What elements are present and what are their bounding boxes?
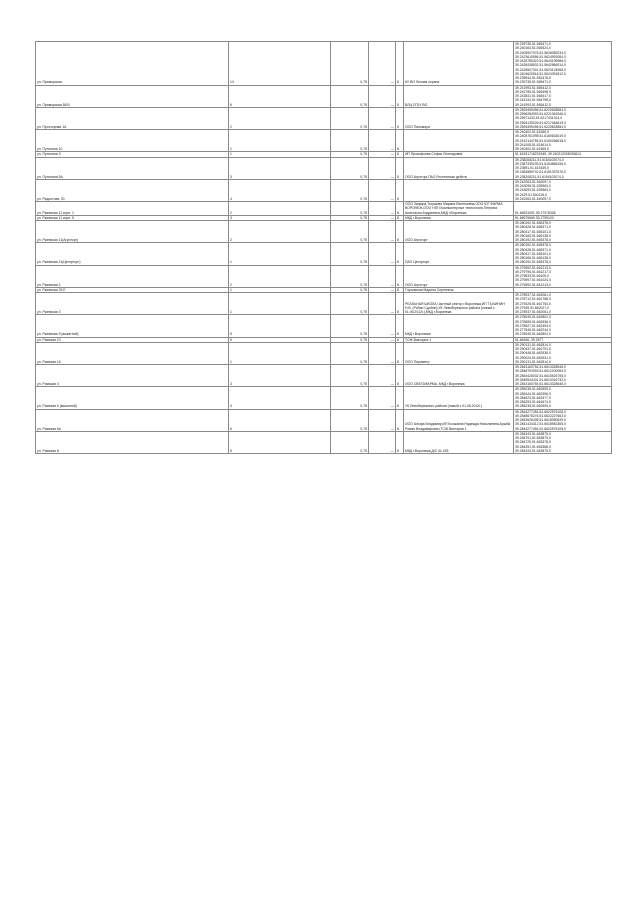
street-cell: ул. Ржевская 9 (выкатной) [36,315,229,337]
organization-cell: КУ ВО Лесная охрана [404,42,514,86]
dash-cell: — [369,42,396,86]
organization-cell: МКД г.Воронежа,Д/С № 183 [404,431,514,453]
volume-cell: 0,75 [331,315,369,337]
organization-cell: ПАО Центрторг [404,243,514,265]
count-cell: 3 [229,215,331,220]
street-cell: ул. Просторная 1А [36,107,229,129]
spreadsheet-table [35,41,612,454]
coordinates-cell: 39.240402,51.61565,0 39.2405761098,51.6160633019,0 39.2412144755,51.6160266618,0 39.241008,51.615614,0 39.240402,51.61565,0 [514,130,612,152]
number-cell: 8 [396,431,404,453]
number-cell: 8 [396,293,404,315]
organization-cell: ООО Пальмира [404,107,514,129]
count-cell: 6 [229,409,331,431]
street-cell: ул. Путилина 10 [36,130,229,152]
organization-cell: УК Левобережного района (новый с 01.06.2012г.) [404,387,514,409]
coordinates-cell: 39.2844277454,51.6622576108,0 39.2848676276,51.6622227663,0 39.2843526435,51.6618050649,0 39.2841434312,51.6618982365,0 39.2844277454,51.6622576108,0 [514,409,612,431]
table-row [36,265,612,287]
dash-cell: — [369,179,396,201]
volume-cell: 0,75 [331,365,369,387]
count-cell: 3 [229,387,331,409]
volume-cell: 0,75 [331,337,369,342]
street-cell: ул. Ржевская 25 Е [36,287,229,292]
organization-cell: РЕАЛЬНАЯ ШКОЛА,Частный сектор г.Воронежа,ИП ТЫЧИНИН Н.В. (Робин Сдобин),УК Левобережного района (новый с 01.06.2012г.),МКД г.Воронежа [404,293,514,315]
count-cell: 2 [229,265,331,287]
organization-cell [404,130,514,152]
dash-cell: — [369,85,396,107]
street-cell: ул. Ржевская 11(Центрторг) [36,243,229,265]
volume-cell: 0,75 [331,202,369,216]
volume-cell: 0,75 [331,130,369,152]
street-cell: ул. Приморская [36,42,229,86]
coordinates-cell: 39.239735,51.565471,0 39.240164,51.565524,0 39.2405907976,51.5626059234,0 39.2423610556,51.5624992084,0 39.2425756323,51.5643199986,0 39.2428438532,51.5642866514,0 39.2426507341,51.5623124566,0 39.2404620516,51.5624391812,0 39.239944,51.562476,0 39.239735,51.565471,0 [514,42,612,86]
number-cell: 8 [396,42,404,86]
coordinates-cell: 39.2593495496,51.6220628584,0 39.2596284993,51.6221061546,0 39.25971433,51.6217431314,0 39.2594139226,51.6217464619,0 39.2593495496,51.6220628584,0 [514,107,612,129]
table-row [36,179,612,201]
number-cell: 8 [396,315,404,337]
dash-cell: — [369,293,396,315]
count-cell: 4 [229,179,331,201]
volume-cell: 0,75 [331,85,369,107]
number-cell: 8 [396,107,404,129]
number-cell: 8 [396,130,404,152]
street-cell: ул. Приморская 58 В [36,85,229,107]
coordinates-cell: 39.278049,51.662802,0 39.278655,51.662636,0 39.278527,51.662393,0 39.277845,51.662244,0 39.278049,51.662802,0 [514,315,612,337]
volume-cell: 0,75 [331,342,369,364]
organization-cell: Глуховская Марина Сергеевна [404,287,514,292]
organization-cell: ООО Периметр [404,342,514,364]
count-cell: 3 [229,157,331,179]
dash-cell: — [369,287,396,292]
table-row [36,342,612,364]
dash-cell: — [369,365,396,387]
coordinates-cell: 39.285235,51.662505,0 39.285444,51.662396,0 39.284623,51.661577,0 39.284253,51.661674,0 39.285235,51.662505,0 [514,387,612,409]
table-row [36,85,612,107]
organization-cell: ООО Зафира,Тогушова Марина Евгеньевна,ООО ЮГ ФАРМА ВОРОНЕЖ,ООО НПП Компьютерные технологии,Петрова Анастасия Андреевна,МКД г.Воронежа [404,202,514,216]
count-cell: 1 [229,342,331,364]
coordinates-cell: 51.66579669 39.2799120 [514,215,612,220]
table-row [36,107,612,129]
volume-cell: 0,75 [331,215,369,220]
organization-cell: ООО Агроторг [404,221,514,243]
dash-cell: — [369,431,396,453]
number-cell: 8 [396,287,404,292]
coordinates-cell: 51.66531091 39.27978328 [514,202,612,216]
table-row [36,202,612,216]
coordinates-cell: 39.278937,51.662061,0 39.278712,51.661788,0 39.279425,51.661753,0 39.27949,51.662027,0 39.278937,51.662061,0 [514,293,612,315]
organization-cell: ООО Агроторг,ПАО Ростелеком действ. [404,157,514,179]
count-cell: 5 [229,315,331,337]
number-cell: 8 [396,342,404,364]
table-row [36,315,612,337]
organization-cell: МКД г.Воронежа [404,315,514,337]
count-cell: 1 [229,152,331,157]
street-cell: ул. Римская 16 [36,342,229,364]
number-cell: 8 [396,243,404,265]
street-cell: ул. Римская 4 [36,365,229,387]
table-body [36,42,612,454]
number-cell: 8 [396,265,404,287]
number-cell: 8 [396,387,404,409]
coordinates-cell: 39.238208211,51.6154102074,0 39.2387339239,51.6154868196,0 39.23891,51.615169,0 39.2384589742,51.6151037576,0 39.238208211,51.6154102074,0 [514,157,612,179]
volume-cell: 0,75 [331,107,369,129]
volume-cell: 0,75 [331,179,369,201]
coordinates-cell: 39.284343,51.663875,0 39.284751,51.663875,0 39.284729,51.663378,0 39.284391,51.663368,0 39.284343,51.663875,0 [514,431,612,453]
number-cell: 8 [396,157,404,179]
number-cell: 8 [396,409,404,431]
count-cell: 5 [229,337,331,342]
dash-cell: — [369,157,396,179]
count-cell: 1 [229,243,331,265]
organization-cell: ВЛЦ СГБУ ВО [404,85,514,107]
street-cell: ул. Радостная, 51 [36,179,229,201]
organization-cell [404,179,514,201]
dash-cell: — [369,337,396,342]
count-cell: 2 [229,107,331,129]
volume-cell: 0,75 [331,387,369,409]
street-cell: ул. Римская 8 [36,431,229,453]
table-row [36,221,612,243]
coordinates-cell: 51.61531718231545, 39.240212005053614 [514,152,612,157]
dash-cell: — [369,152,396,157]
organization-cell: ООО Альфа Владимир,ИП Козьмина Надежда Николаевна,Аршба Роман Владимирович,ТСЖ Виктория 1 [404,409,514,431]
volume-cell: 0,75 [331,409,369,431]
volume-cell: 0,75 [331,265,369,287]
count-cell: 14 [229,42,331,86]
number-cell: 8 [396,337,404,342]
coordinates-cell: 39.241993,51.565412,0 39.242755,51.565498,0 39.242841,51.564517,0 39.242144,51.564798,0 39.241993,51.565412,0 [514,85,612,107]
dash-cell: — [369,342,396,364]
coordinates-cell: 39.290131,51.662814,0 39.290437,51.662791,0 39.290448,51.662538,0 39.290024,51.662531,0 39.290131,51.662814,0 [514,342,612,364]
number-cell: 8 [396,221,404,243]
table-row [36,243,612,265]
count-cell: 1 [229,287,331,292]
count-cell: 5 [229,431,331,453]
number-cell: 8 [396,179,404,201]
organization-cell: ТСЖ Виктория 1 [404,337,514,342]
table-row [36,365,612,387]
street-cell: ул. Ржевская 3 [36,293,229,315]
coordinates-cell: 51.66266, 39.2877 [514,337,612,342]
organization-cell: МКД г.Воронежа [404,215,514,220]
dash-cell: — [369,202,396,216]
dash-cell: — [369,107,396,129]
number-cell: 8 [396,215,404,220]
table-row [36,42,612,86]
table-row [36,293,612,315]
volume-cell: 0,75 [331,293,369,315]
organization-cell: ООО Агроторг [404,265,514,287]
count-cell: 1 [229,293,331,315]
street-cell: ул. Римская 10 [36,337,229,342]
table-row [36,157,612,179]
dash-cell: — [369,221,396,243]
coordinates-cell: 39.280192,51.665378,0 39.280428,51.665371,0 39.280417,51.665101,0 39.280165,51.665138,0 39.280192,51.665378,0 [514,243,612,265]
count-cell: 1 [229,130,331,152]
dash-cell: — [369,265,396,287]
volume-cell: 0,75 [331,157,369,179]
dash-cell: — [369,315,396,337]
table-row [36,431,612,453]
street-cell: ул. Ржевская 2 [36,265,229,287]
table-row [36,409,612,431]
dash-cell: — [369,130,396,152]
street-cell: ул. Путилина 5А [36,157,229,179]
table-row [36,130,612,152]
organization-cell: ООО СВЕТАФАРМА ,МКД г.Воронежа [404,365,514,387]
organization-cell: ИП Прокофьева Софья Леонидовна [404,152,514,157]
dash-cell: — [369,387,396,409]
volume-cell: 0,75 [331,152,369,157]
dash-cell: — [369,409,396,431]
number-cell: 8 [396,152,404,157]
coordinates-cell: 39.242063,51.540097,0 39.242095,51.539563,0 39.243093,51.539563,0 39.2429,51.540126,0 39.242063,51.540097,0 [514,179,612,201]
volume-cell: 0,75 [331,243,369,265]
volume-cell: 0,75 [331,287,369,292]
coordinates-cell: 39.280192,51.665378,0 39.280428,51.665371,0 39.280417,51.665101,0 39.280165,51.665138,0 39.280192,51.665378,0 [514,221,612,243]
street-cell: ул. Римская 6 (выкатной) [36,387,229,409]
volume-cell: 0,75 [331,221,369,243]
count-cell: 6 [229,85,331,107]
table-row [36,387,612,409]
street-cell: ул. Римская 6а [36,409,229,431]
volume-cell: 0,75 [331,431,369,453]
count-cell: 3 [229,365,331,387]
street-cell: ул. Ржевская 11 корп. 1 [36,202,229,216]
street-cell: ул. Ржевская 11 корп. 5 [36,215,229,220]
dash-cell: — [369,243,396,265]
count-cell: 2 [229,202,331,216]
number-cell: 8 [396,202,404,216]
count-cell: 2 [229,221,331,243]
number-cell: 8 [396,85,404,107]
volume-cell: 0,75 [331,42,369,86]
coordinates-cell: 39.2843160754,51.6613328546,0 39.2848793393,51.6612200083,0 39.2854426032,51.6615524755,0 39.2849544431,51.6610016732,0 39.2843160754,51.6613328546,0 [514,365,612,387]
number-cell: 8 [396,365,404,387]
street-cell: ул. Путилина 3 [36,152,229,157]
dash-cell: — [369,215,396,220]
coordinates-cell: 39.279592,51.661213,0 39.279796,51.661217,0 39.279833,51.66105,0 39.279597,51.661024,0 39.279592,51.661213,0 [514,265,612,287]
street-cell: ул. Ржевская 11(Агроторг) [36,221,229,243]
